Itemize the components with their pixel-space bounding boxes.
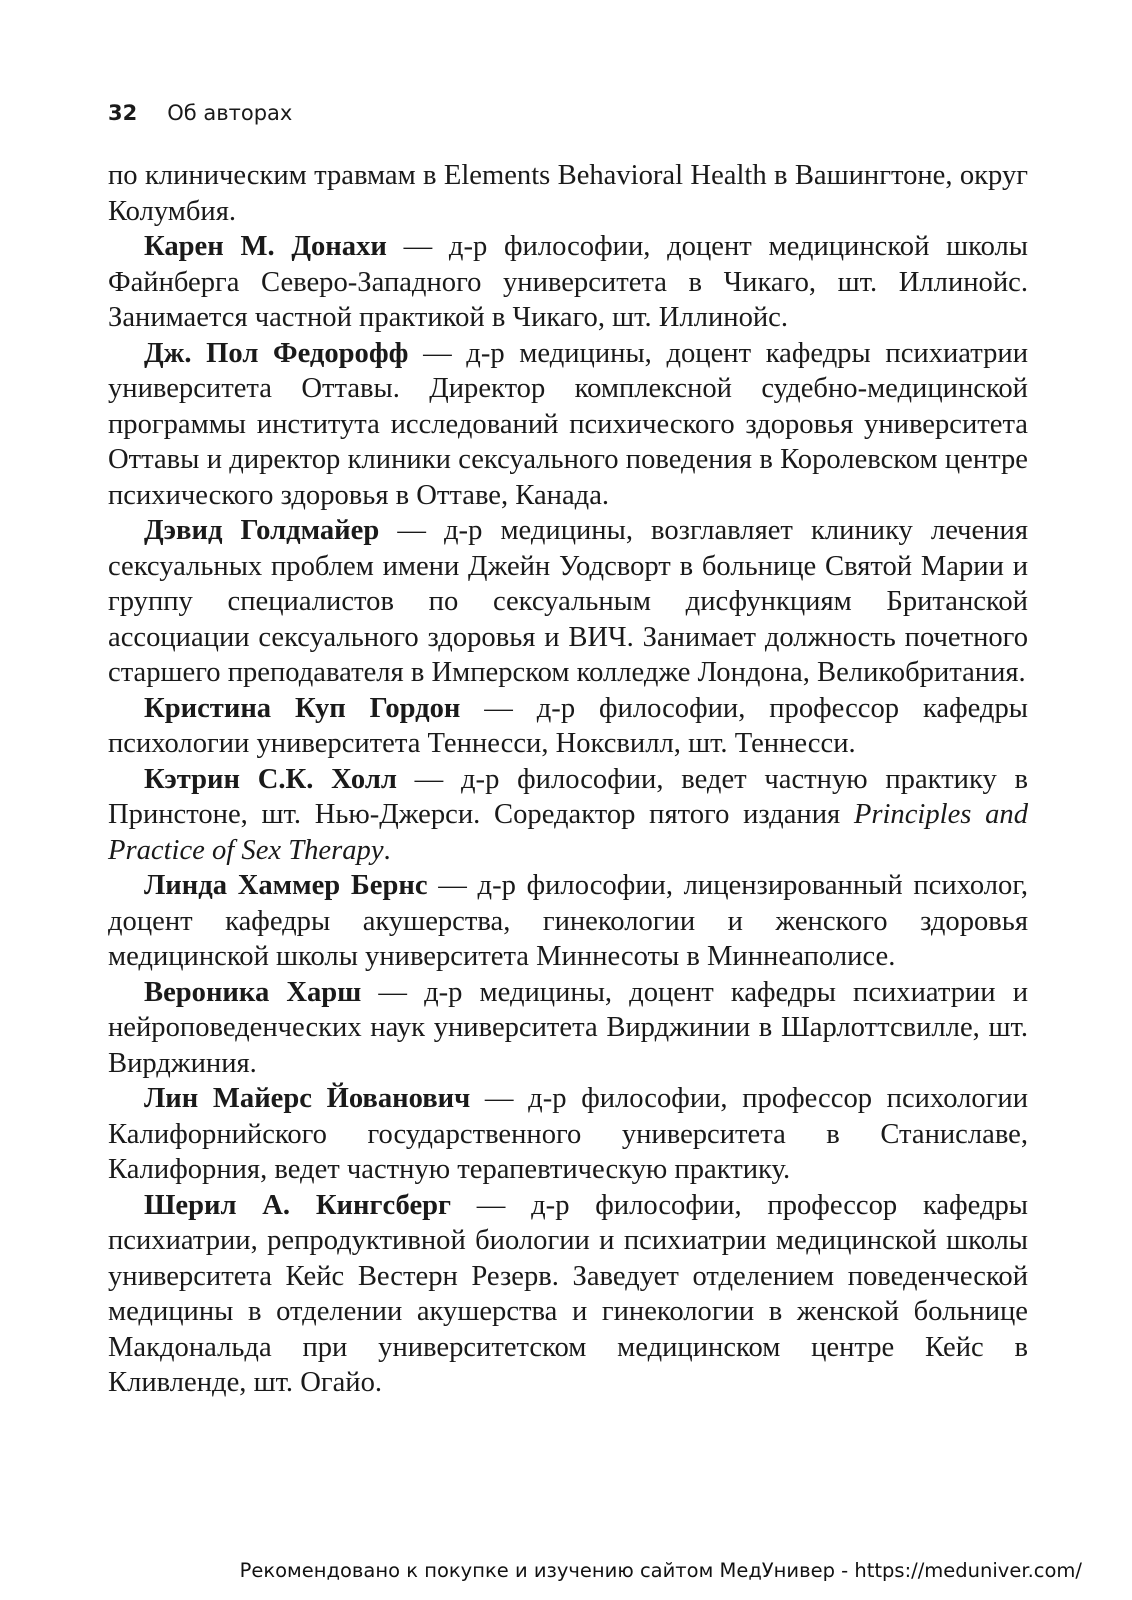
author-entry [108,868,1028,975]
author-entry [108,1081,1028,1188]
author-entry [108,975,1028,1082]
author-name: Дэвид Голдмайер [144,515,380,546]
paragraph-continuation [108,158,1028,229]
author-bio: — д-р философии, доцент медицинской школы Файнберга Северо-Западного университета в Чикаго, шт. Иллинойс. Занимается частной практикой в Чикаго, шт. Иллинойс. [108,231,1028,333]
author-entry [108,513,1028,691]
running-header [108,98,292,128]
author-bio: — д-р философии, лицензированный психолог, доцент кафедры акушерства, гинекологии и женского здоровья медицинской школы университета Миннесоты в Миннеаполисе. [108,870,1028,972]
author-entry [108,229,1028,336]
author-name: Лин Майерс Йованович [144,1083,471,1114]
book-title: Principles and Practice of Sex Therapy [108,799,1028,866]
author-entry [108,1188,1028,1401]
author-name: Кэтрин С.К. Холл [144,763,397,795]
author-name: Кристина Куп Гордон [144,692,461,724]
author-bio: — д-р медицины, доцент кафедры психиатрии и нейроповеденческих наук университета Вирджинии в Шарлоттсвилле, шт. Вирджиния. [108,976,1028,1079]
author-entry [108,691,1028,762]
author-name: Вероника Харш [144,976,362,1008]
author-name: Шерил А. Кингсберг [144,1189,452,1221]
author-entry [108,762,1028,869]
paragraph-text: по клиническим травмам в Elements Behavioral Health в Вашингтоне, округ Колумбия. [108,160,1028,227]
author-bio: — д-р медицины, возглавляет клинику лечения сексуальных проблем имени Джейн Уодсворт в больнице Святой Марии и группу специалистов по сексуальным дисфункциям Британской ассоциации сексуального здоровья и ВИЧ. Занимает должность почетного старшего преподавателя в Имперском колледже Лондона, Великобритания. [108,515,1029,688]
author-bio: — д-р медицины, доцент кафедры психиатрии университета Оттавы. Директор комплексной судебно-медицинской программы института исследований психического здоровья университета Оттавы и директор клиники сексуального поведения в Королевском центре психического здоровья в Оттаве, Канада. [108,337,1028,511]
author-bio: — д-р философии, профессор психологии Калифорнийского государственного университета в Станиславе, Калифорния, ведет частную терапевтическую практику. [108,1083,1029,1185]
author-bio: — д-р философии, ведет частную практику в Принстоне, шт. Нью-Джерси. Соредактор пятого издания [108,763,1028,830]
author-name: Линда Хаммер Бернс [144,870,428,901]
section-title: Об авторах [167,101,293,125]
page-body [108,158,1028,1401]
author-entry [108,336,1028,514]
author-name: Карен М. Донахи [144,231,387,262]
author-bio: — д-р философии, профессор кафедры психологии университета Теннесси, Ноксвилл, шт. Теннесси. [108,692,1028,759]
watermark-text: Рекомендовано к покупке и изучению сайтом МедУнивер - https://meduniver.com/ [239,1559,1082,1582]
author-bio-tail: . [383,834,391,866]
page-number: 32 [108,101,138,125]
author-name: Дж. Пол Федорофф [144,337,409,369]
author-bio: — д-р философии, профессор кафедры психиатрии, репродуктивной биологии и психиатрии медицинской школы университета Кейс Вестерн Резерв. Заведует отделением поведенческой медицины в отделении акушерства и гинекологии в женской больнице Макдональда при университетском медицинском центре Кейс в Кливленде, шт. Огайо. [108,1189,1028,1398]
